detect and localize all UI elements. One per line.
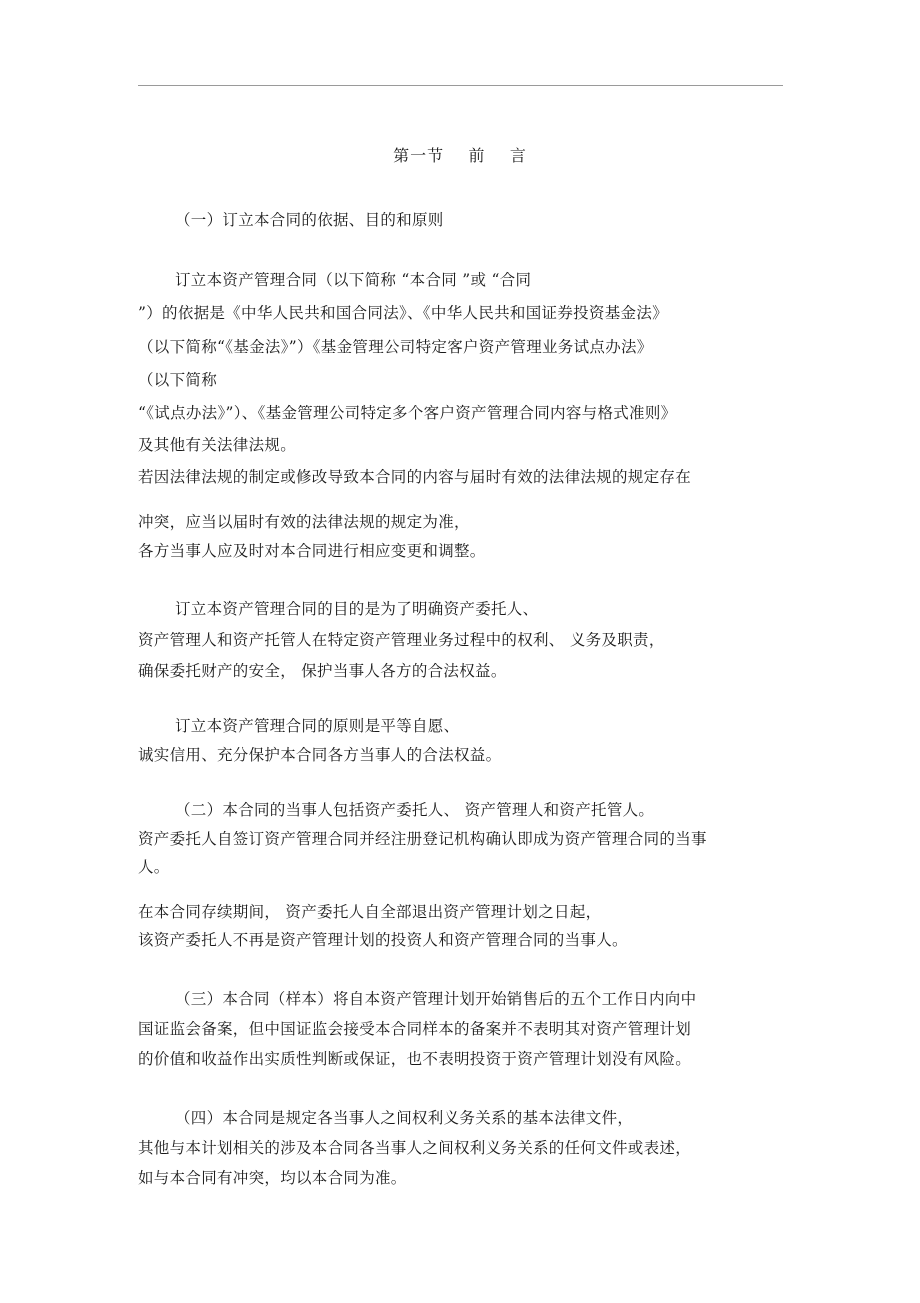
paragraph-line: ”）的依据是《中华人民共和国合同法》、《中华人民共和国证券投资基金法》 [138,304,668,322]
paragraph-line: 如与本合同有冲突，均以本合同为准。 [138,1169,407,1187]
paragraph-line: 冲突，应当以届时有效的法律法规的规定为准， [138,513,470,531]
paragraph-line: 在本合同存续期间， 资产委托人自全部退出资产管理计划之日起， [138,903,602,921]
paragraph-line: “《试点办法》”）、《基金管理公司特定多个客户资产管理合同内容与格式准则》 [138,404,677,422]
paragraph-line: （以下简称“《基金法》”）《基金管理公司特定客户资产管理业务试点办法》 [138,338,653,356]
paragraph-line: 诚实信用、充分保护本合同各方当事人的合法权益。 [138,746,502,764]
heading-3: （三）本合同（样本）将自本资产管理计划开始销售后的五个工作日内向中 [175,990,697,1008]
heading-2: （二）本合同的当事人包括资产委托人、 资产管理人和资产托管人。 [175,801,655,819]
paragraph-line: 其他与本计划相关的涉及本合同各当事人之间权利义务关系的任何文件或表述， [138,1139,692,1157]
section-title: 第一节 前 言 [393,146,527,165]
heading-4: （四）本合同是规定各当事人之间权利义务关系的基本法律文件， [175,1109,634,1127]
paragraph-line: （以下简称 [138,371,218,389]
paragraph-line: 订立本资产管理合同（以下简称 “本合同 ”或 “合同 [175,271,532,289]
paragraph-line: 国证监会备案，但中国证监会接受本合同样本的备案并不表明其对资产管理计划 [138,1020,692,1038]
header-rule [138,85,783,86]
paragraph-line: 订立本资产管理合同的原则是平等自愿、 [175,717,460,735]
paragraph-line: 各方当事人应及时对本合同进行相应变更和调整。 [138,542,486,560]
paragraph-line: 的价值和收益作出实质性判断或保证，也不表明投资于资产管理计划没有风险。 [138,1050,692,1068]
paragraph-line: 若因法律法规的制定或修改导致本合同的内容与届时有效的法律法规的规定存在 [138,468,692,486]
paragraph-line: 及其他有关法律法规。 [138,436,297,454]
paragraph-line: 人。 [138,858,170,876]
heading-1: （一）订立本合同的依据、目的和原则 [175,211,444,229]
paragraph-line: 该资产委托人不再是资产管理计划的投资人和资产管理合同的当事人。 [138,931,628,949]
paragraph-line: 确保委托财产的安全， 保护当事人各方的合法权益。 [138,662,507,680]
paragraph-line: 资产管理人和资产托管人在特定资产管理业务过程中的权利、 义务及职责， [138,631,665,649]
paragraph-line: 订立本资产管理合同的目的是为了明确资产委托人、 [175,600,539,618]
paragraph-line: 资产委托人自签订资产管理合同并经注册登记机构确认即成为资产管理合同的当事 [138,830,707,848]
